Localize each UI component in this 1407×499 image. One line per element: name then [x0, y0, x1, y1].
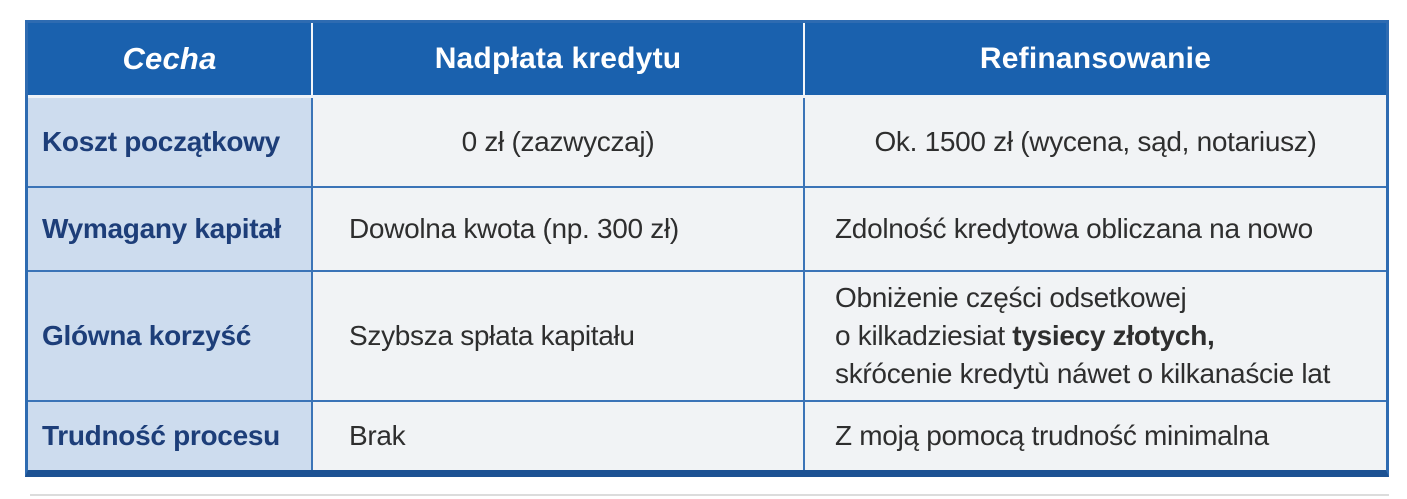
refinancing-cell: Z moją pomocą trudność minimalna [803, 402, 1386, 470]
table-row-glowna-korzysc [28, 270, 1386, 400]
benefit-line-2-bold: tysiecy złotych [1012, 320, 1207, 351]
benefit-line-2-post: , [1207, 320, 1215, 351]
table-row-koszt-poczatkowy [28, 98, 1386, 186]
table-row-trudnosc-procesu [28, 400, 1386, 470]
benefit-line-1: Obniżenie części odsetkowej [835, 282, 1187, 313]
benefit-line-3: skŕócenie kredytù náwet o kilkanaście lat [835, 358, 1331, 389]
comparison-table [25, 20, 1389, 477]
header-cell-refinansowanie: Refinansowanie [803, 23, 1386, 95]
table-body [28, 95, 1386, 470]
feature-cell: Trudność procesu [28, 402, 311, 470]
header-cell-nadplata-kredytu: Nadpłata kredytu [311, 23, 803, 95]
refinancing-cell: Zdolność kredytowa obliczana na nowo [803, 188, 1386, 270]
bottom-edge-shadow [30, 494, 1389, 496]
refinancing-cell [803, 272, 1386, 400]
overpayment-cell: Brak [311, 402, 803, 470]
overpayment-cell: 0 zł (zazwyczaj) [311, 98, 803, 186]
header-cell-cecha: Cecha [122, 41, 217, 76]
overpayment-cell: Szybsza spłata kapitału [311, 272, 803, 400]
feature-cell: Koszt początkowy [28, 98, 311, 186]
table-row-wymagany-kapital [28, 186, 1386, 270]
refinancing-cell: Ok. 1500 zł (wycena, sąd, notariusz) [803, 98, 1386, 186]
benefit-line-2-pre: o kilkadziesiat [835, 320, 1013, 351]
table-header-row [28, 23, 1386, 95]
overpayment-cell: Dowolna kwota (np. 300 zł) [311, 188, 803, 270]
refinancing-benefit-text [835, 279, 1330, 393]
feature-cell: Wymagany kapitał [28, 188, 311, 270]
feature-cell: Glówna korzyść [28, 272, 311, 400]
